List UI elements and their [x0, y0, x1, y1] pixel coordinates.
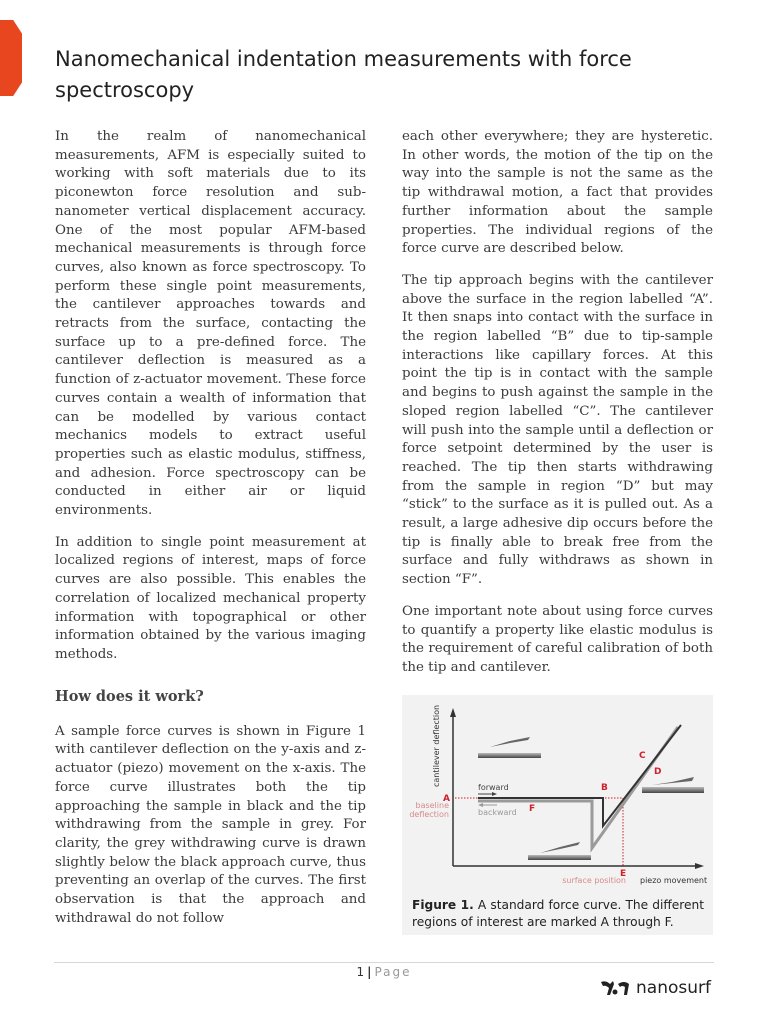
forward-arrowhead-icon — [492, 792, 497, 796]
paragraph: In the realm of nanomechanical measurements, AFM is especially suited to working with soft materials due to its piconewton force resolution and sub-nanometer vertical displacement accuracy. One of the most popular AFM-based mechanical measurements is through force curves, also known as force spectroscopy. To perform these single point measurements, the cantilever approaches towards and retracts from the surface, contacting the surface up to a pre-defined force. The cantilever deflection is measured as a function of z-actuator movement. These force curves contain a wealth of information that can be modelled by various contact mechanics models to extract useful properties such as elastic modulus, stiffness, and adhesion. Force spectroscopy can be conducted in either air or liquid environments. — [55, 129, 366, 519]
right-column — [402, 128, 713, 691]
cantilever-icon — [540, 842, 580, 853]
caption-number: Figure 1. — [412, 898, 474, 912]
x-axis-label: piezo movement — [640, 876, 708, 885]
cantilever-icon — [490, 737, 530, 747]
surface-icon — [478, 753, 541, 758]
brand-name: nanosurf — [636, 978, 711, 998]
figure-caption — [412, 897, 704, 931]
y-axis-arrow-icon — [450, 708, 456, 717]
figure-force-curve — [402, 695, 713, 935]
cantilever-icon — [652, 777, 694, 785]
page-word: Page — [374, 965, 412, 979]
forward-label: forward — [478, 783, 509, 792]
caption-text: A standard force curve. The different regions of interest are marked A through F. — [412, 898, 704, 929]
paragraph: The tip approach begins with the cantilever above the surface in the region labelled “A”. It then snaps into contact with the surface in the region labelled “B” due to tip-sample interactions like capillary forces. At this point the tip is in contact with the sample and begins to push against the sample in the sloped region labelled “C”. The cantilever will push into the sample until a deflection or force setpoint determined by the user is reached. The tip then starts withdrawing from the sample in region “D” but may “stick” to the surface as it is pulled out. As a result, a large adhesive dip occurs before the tip is finally able to break free from the surface and fully withdraws as shown in section “F”. — [402, 272, 713, 588]
brand-corner-mark — [0, 20, 22, 96]
page-separator: | — [367, 965, 372, 979]
page-title: Nanomechanical indentation measurements with force spectroscopy — [55, 47, 632, 102]
nanosurf-logo-icon — [600, 979, 630, 997]
label-a: A — [443, 794, 450, 804]
left-column — [55, 128, 366, 941]
page-number-value: 1 — [356, 965, 365, 979]
page-number — [0, 965, 768, 979]
baseline-label-1: baseline — [415, 801, 449, 810]
surface-icon — [528, 855, 591, 860]
paragraph: A sample force curves is shown in Figure 1 with cantilever deflection on the y-axis and z-actuator (piezo) movement on the x-axis. The force curve illustrates both the tip approaching the sample in black and the tip withdrawing from the sample in grey. For clarity, the grey withdrawing curve is drawn slightly below the black approach curve, thus preventing an overlap of the curves. The first observation is that the approach and withdrawal do not follow — [55, 723, 366, 926]
baseline-label-2: deflection — [409, 810, 449, 819]
backward-arrowhead-icon — [478, 803, 483, 807]
label-e: E — [620, 869, 627, 879]
section-heading: How does it work? — [55, 687, 204, 705]
backward-label: backward — [478, 808, 517, 817]
surface-position-label: surface position — [562, 876, 626, 885]
y-axis-label: cantilever deflection — [432, 704, 441, 787]
surface-icon — [642, 787, 704, 793]
paragraph: each other everywhere; they are hysteretic. In other words, the motion of the tip on the way into the sample is not the same as the tip withdrawal motion, a fact that provides further information about the sample properties. The individual regions of the force curve are described below. — [402, 129, 713, 257]
label-d: D — [654, 767, 662, 777]
paragraph: In addition to single point measurement at localized regions of interest, maps of force curves are also possible. This enables the correlation of localized mechanical property information with topographical or other information obtained by the various imaging methods. — [55, 534, 366, 662]
label-b: B — [601, 783, 608, 793]
paragraph: One important note about using force curves to quantify a property like elastic modulus is the requirement of careful calibration of both the tip and cantilever. — [402, 603, 713, 675]
label-c: C — [639, 751, 646, 761]
footer-divider — [54, 962, 714, 963]
x-axis-arrow-icon — [695, 863, 704, 869]
label-f: F — [529, 804, 536, 814]
nanosurf-logo — [600, 978, 711, 998]
